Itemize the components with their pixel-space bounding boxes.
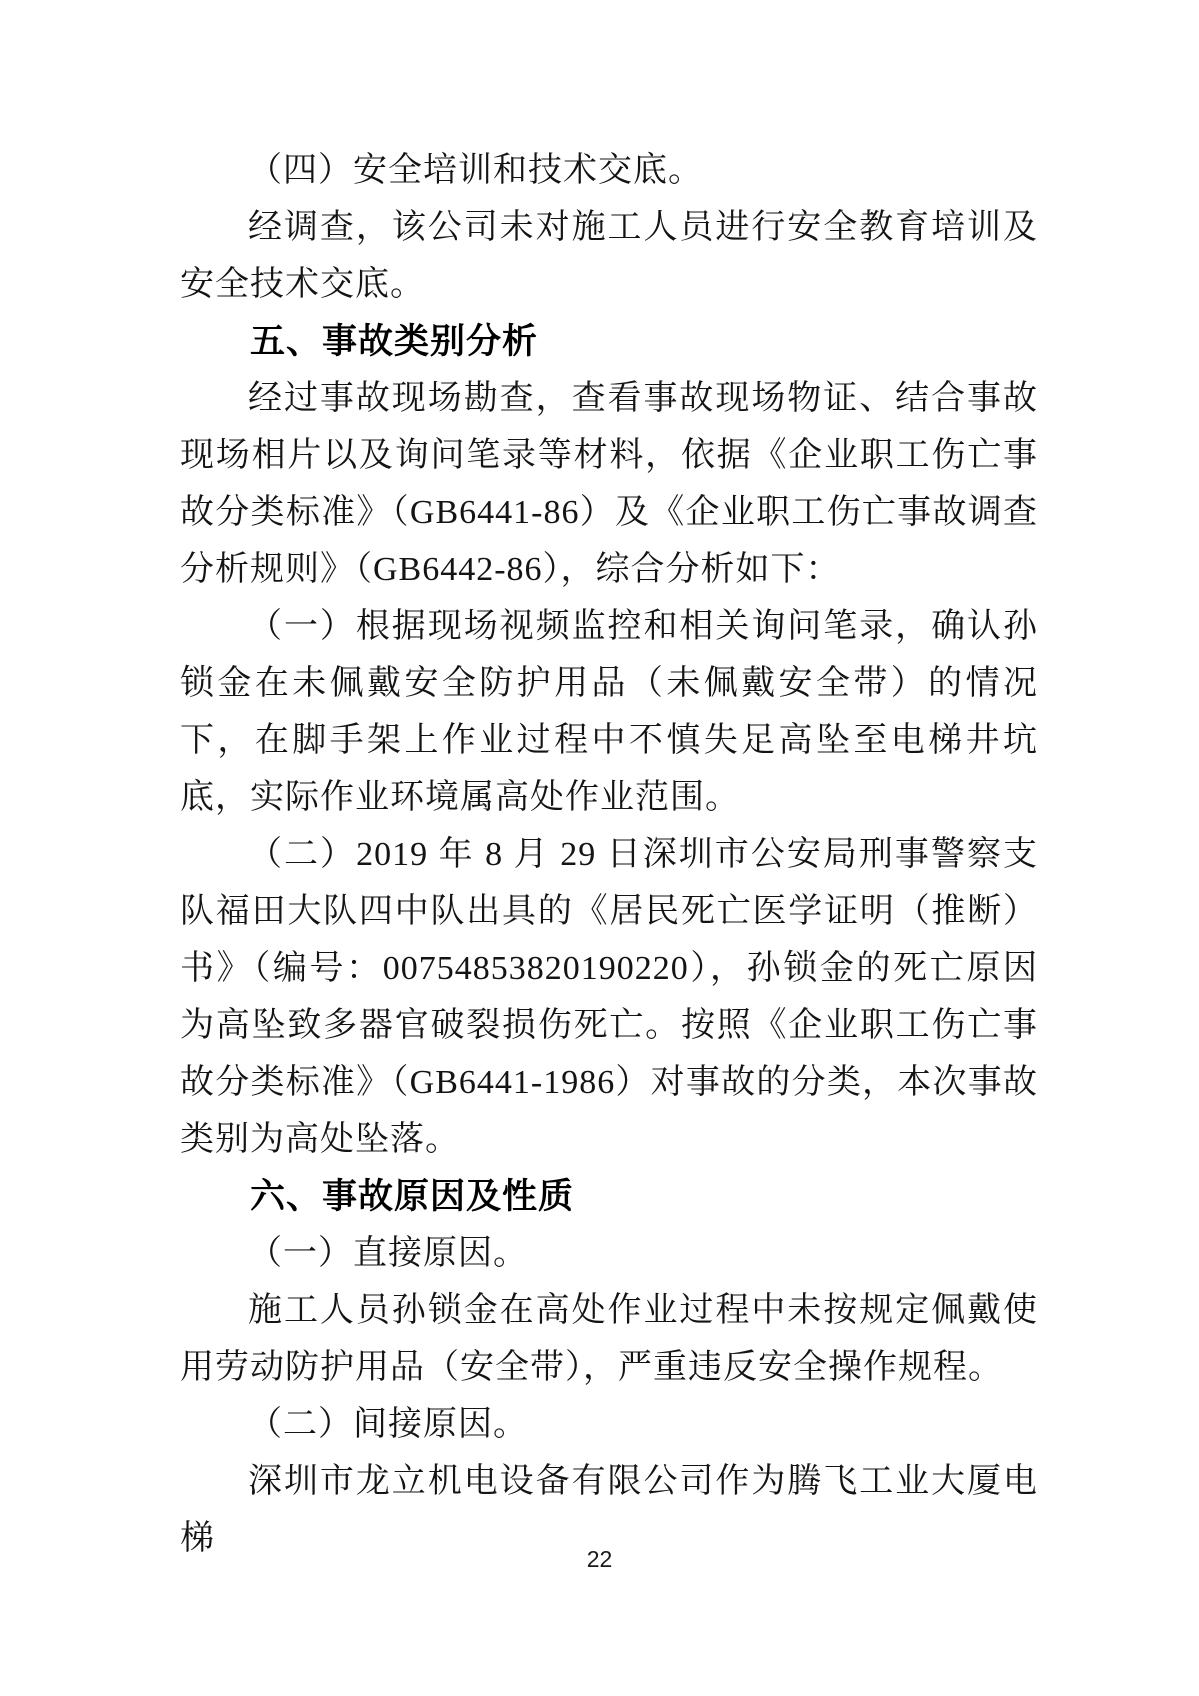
- subsection-4-title: （四）安全培训和技术交底。: [248, 152, 703, 189]
- paragraph-direct-cause-title: （一）直接原因。: [248, 1235, 528, 1272]
- paragraph-training-finding: 经调查，该公司未对施工人员进行安全教育培训及安全技术交底。: [180, 209, 1038, 303]
- paragraph-indirect-cause-title: （二）间接原因。: [248, 1406, 528, 1443]
- paragraph-analysis-basis: 经过事故现场勘查，查看事故现场物证、结合事故现场相片以及询问笔录等材料，依据《企业职工伤亡事故分类标准》（GB6441-86）及《企业职工伤亡事故调查分析规则》（GB6442-86），综合分析如下：: [180, 380, 1038, 588]
- document-body: [180, 142, 1038, 1567]
- section-6-heading: 六、事故原因及性质: [250, 1177, 575, 1216]
- page-number: 22: [586, 1546, 613, 1572]
- page-footer: [0, 1546, 1199, 1573]
- paragraph-analysis-item-2: （二）2019 年 8 月 29 日深圳市公安局刑事警察支队福田大队四中队出具的《居民死亡医学证明（推断）书》（编号：00754853820190220），孙锁金的死亡原因为高坠致多器官破裂损伤死亡。按照《企业职工伤亡事故分类标准》（GB6441-1986）对事故的分类，本次事故类别为高处坠落。: [180, 836, 1038, 1158]
- paragraph-indirect-cause: 深圳市龙立机电设备有限公司作为腾飞工业大厦电梯: [180, 1463, 1038, 1557]
- paragraph-analysis-item-1: （一）根据现场视频监控和相关询问笔录，确认孙锁金在未佩戴安全防护用品（未佩戴安全带）的情况下，在脚手架上作业过程中不慎失足高坠至电梯井坑底，实际作业环境属高处作业范围。: [180, 608, 1038, 816]
- paragraph-direct-cause: 施工人员孙锁金在高处作业过程中未按规定佩戴使用劳动防护用品（安全带），严重违反安全操作规程。: [180, 1292, 1038, 1386]
- section-5-heading: 五、事故类别分析: [250, 322, 539, 361]
